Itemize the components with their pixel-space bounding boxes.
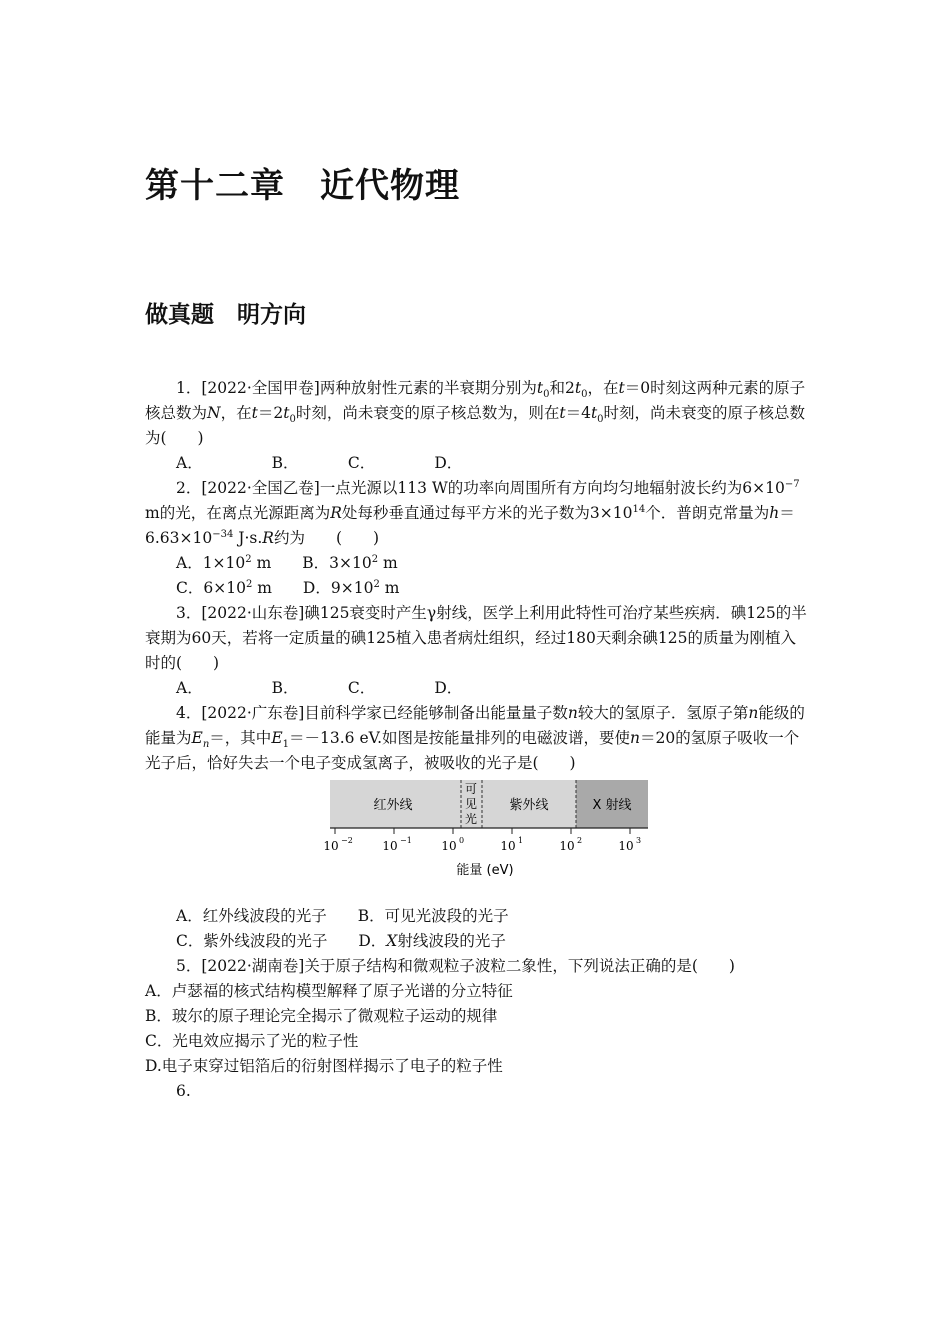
tick-exponent: −2 bbox=[341, 836, 353, 845]
question-2: 2．[2022·全国乙卷]一点光源以113 W的功率向周围所有方向均匀地辐射波长约为$6\times 10^{-7}$ m的光，在离点光源距离为R处每秒垂直通过每平方米的光子数为$3\times 10^{14}$个．普朗克常量为$h=6.63\times 10^{-34}$ J·s.R约为 ( ) bbox=[145, 478, 800, 547]
tick-exponent: 2 bbox=[577, 836, 583, 845]
question-5-option-c: C．光电效应揭示了光的粒子性 bbox=[145, 1032, 359, 1050]
axis-label: 能量 (eV) bbox=[456, 863, 514, 878]
question-2-options-cd: C．$6\times 10^2$ m D．$9\times 10^2$ m bbox=[176, 578, 400, 597]
spectrum-diagram bbox=[325, 780, 655, 880]
tick-label: 10 bbox=[618, 839, 634, 853]
tick-label: 10 bbox=[500, 839, 516, 853]
tick-exponent: 0 bbox=[459, 836, 465, 845]
question-5-option-a: A．卢瑟福的核式结构模型解释了原子光谱的分立特征 bbox=[145, 982, 513, 1000]
question-4-options-ab: A．红外线波段的光子 B．可见光波段的光子 bbox=[176, 907, 509, 925]
spectrum-figure bbox=[145, 776, 809, 904]
band-visible-1: 可 bbox=[464, 782, 478, 796]
chapter-title: 第十二章 近代物理 bbox=[145, 166, 460, 206]
question-4-options-cd: C．紫外线波段的光子 D．X射线波段的光子 bbox=[176, 932, 506, 950]
band-visible-3: 光 bbox=[464, 812, 478, 826]
band-visible-2: 见 bbox=[464, 797, 478, 811]
section-title: 做真题 明方向 bbox=[145, 302, 306, 328]
question-3-options: A． B． C． D． bbox=[176, 679, 463, 697]
question-1-options: A． B． C． D． bbox=[176, 454, 463, 472]
tick-label: 10 bbox=[559, 839, 575, 853]
question-4: 4．[2022·广东卷]目前科学家已经能够制备出能量量子数n较大的氢原子．氢原子第n能级的能量为$E_n=$，其中$E_1=-13.6$ eV.如图是按能量排列的电磁波谱，要使n＝20的氢原子吸收一个光子后，恰好失去一个电子变成氢离子，被吸收的光子是( ) bbox=[145, 704, 805, 772]
question-list bbox=[145, 376, 809, 1104]
question-5-option-b: B．玻尔的原子理论完全揭示了微观粒子运动的规律 bbox=[145, 1007, 498, 1025]
tick-exponent: −1 bbox=[400, 836, 412, 845]
tick-label: 10 bbox=[323, 839, 339, 853]
tick-label: 10 bbox=[382, 839, 398, 853]
tick-exponent: 3 bbox=[636, 836, 642, 845]
tick-label: 10 bbox=[441, 839, 457, 853]
question-2-options-ab: A．$1\times 10^2$ m B．$3\times 10^2$ m bbox=[176, 553, 398, 572]
question-6: 6. bbox=[176, 1082, 191, 1100]
question-5-option-d: D.电子束穿过铝箔后的衍射图样揭示了电子的粒子性 bbox=[145, 1057, 503, 1075]
band-infrared: 红外线 bbox=[373, 798, 413, 813]
question-1: 1．[2022·全国甲卷]两种放射性元素的半衰期分别为$t_0$和$2t_0$，在t＝0时刻这两种元素的原子核总数为N，在$t=2t_0$时刻，尚未衰变的原子核总数为，则在$t=4t_0$时刻，尚未衰变的原子核总数为( ) bbox=[145, 379, 806, 447]
tick-exponent: 1 bbox=[518, 836, 524, 845]
band-ultraviolet: 紫外线 bbox=[509, 798, 549, 813]
question-5: 5．[2022·湖南卷]关于原子结构和微观粒子波粒二象性，下列说法正确的是( ) bbox=[176, 957, 735, 975]
question-3: 3．[2022·山东卷]碘125衰变时产生γ射线，医学上利用此特性可治疗某些疾病．碘125的半衰期为60天，若将一定质量的碘125植入患者病灶组织，经过180天剩余碘125的质量为刚植入时的( ) bbox=[145, 604, 807, 672]
band-xray: X 射线 bbox=[592, 798, 632, 813]
